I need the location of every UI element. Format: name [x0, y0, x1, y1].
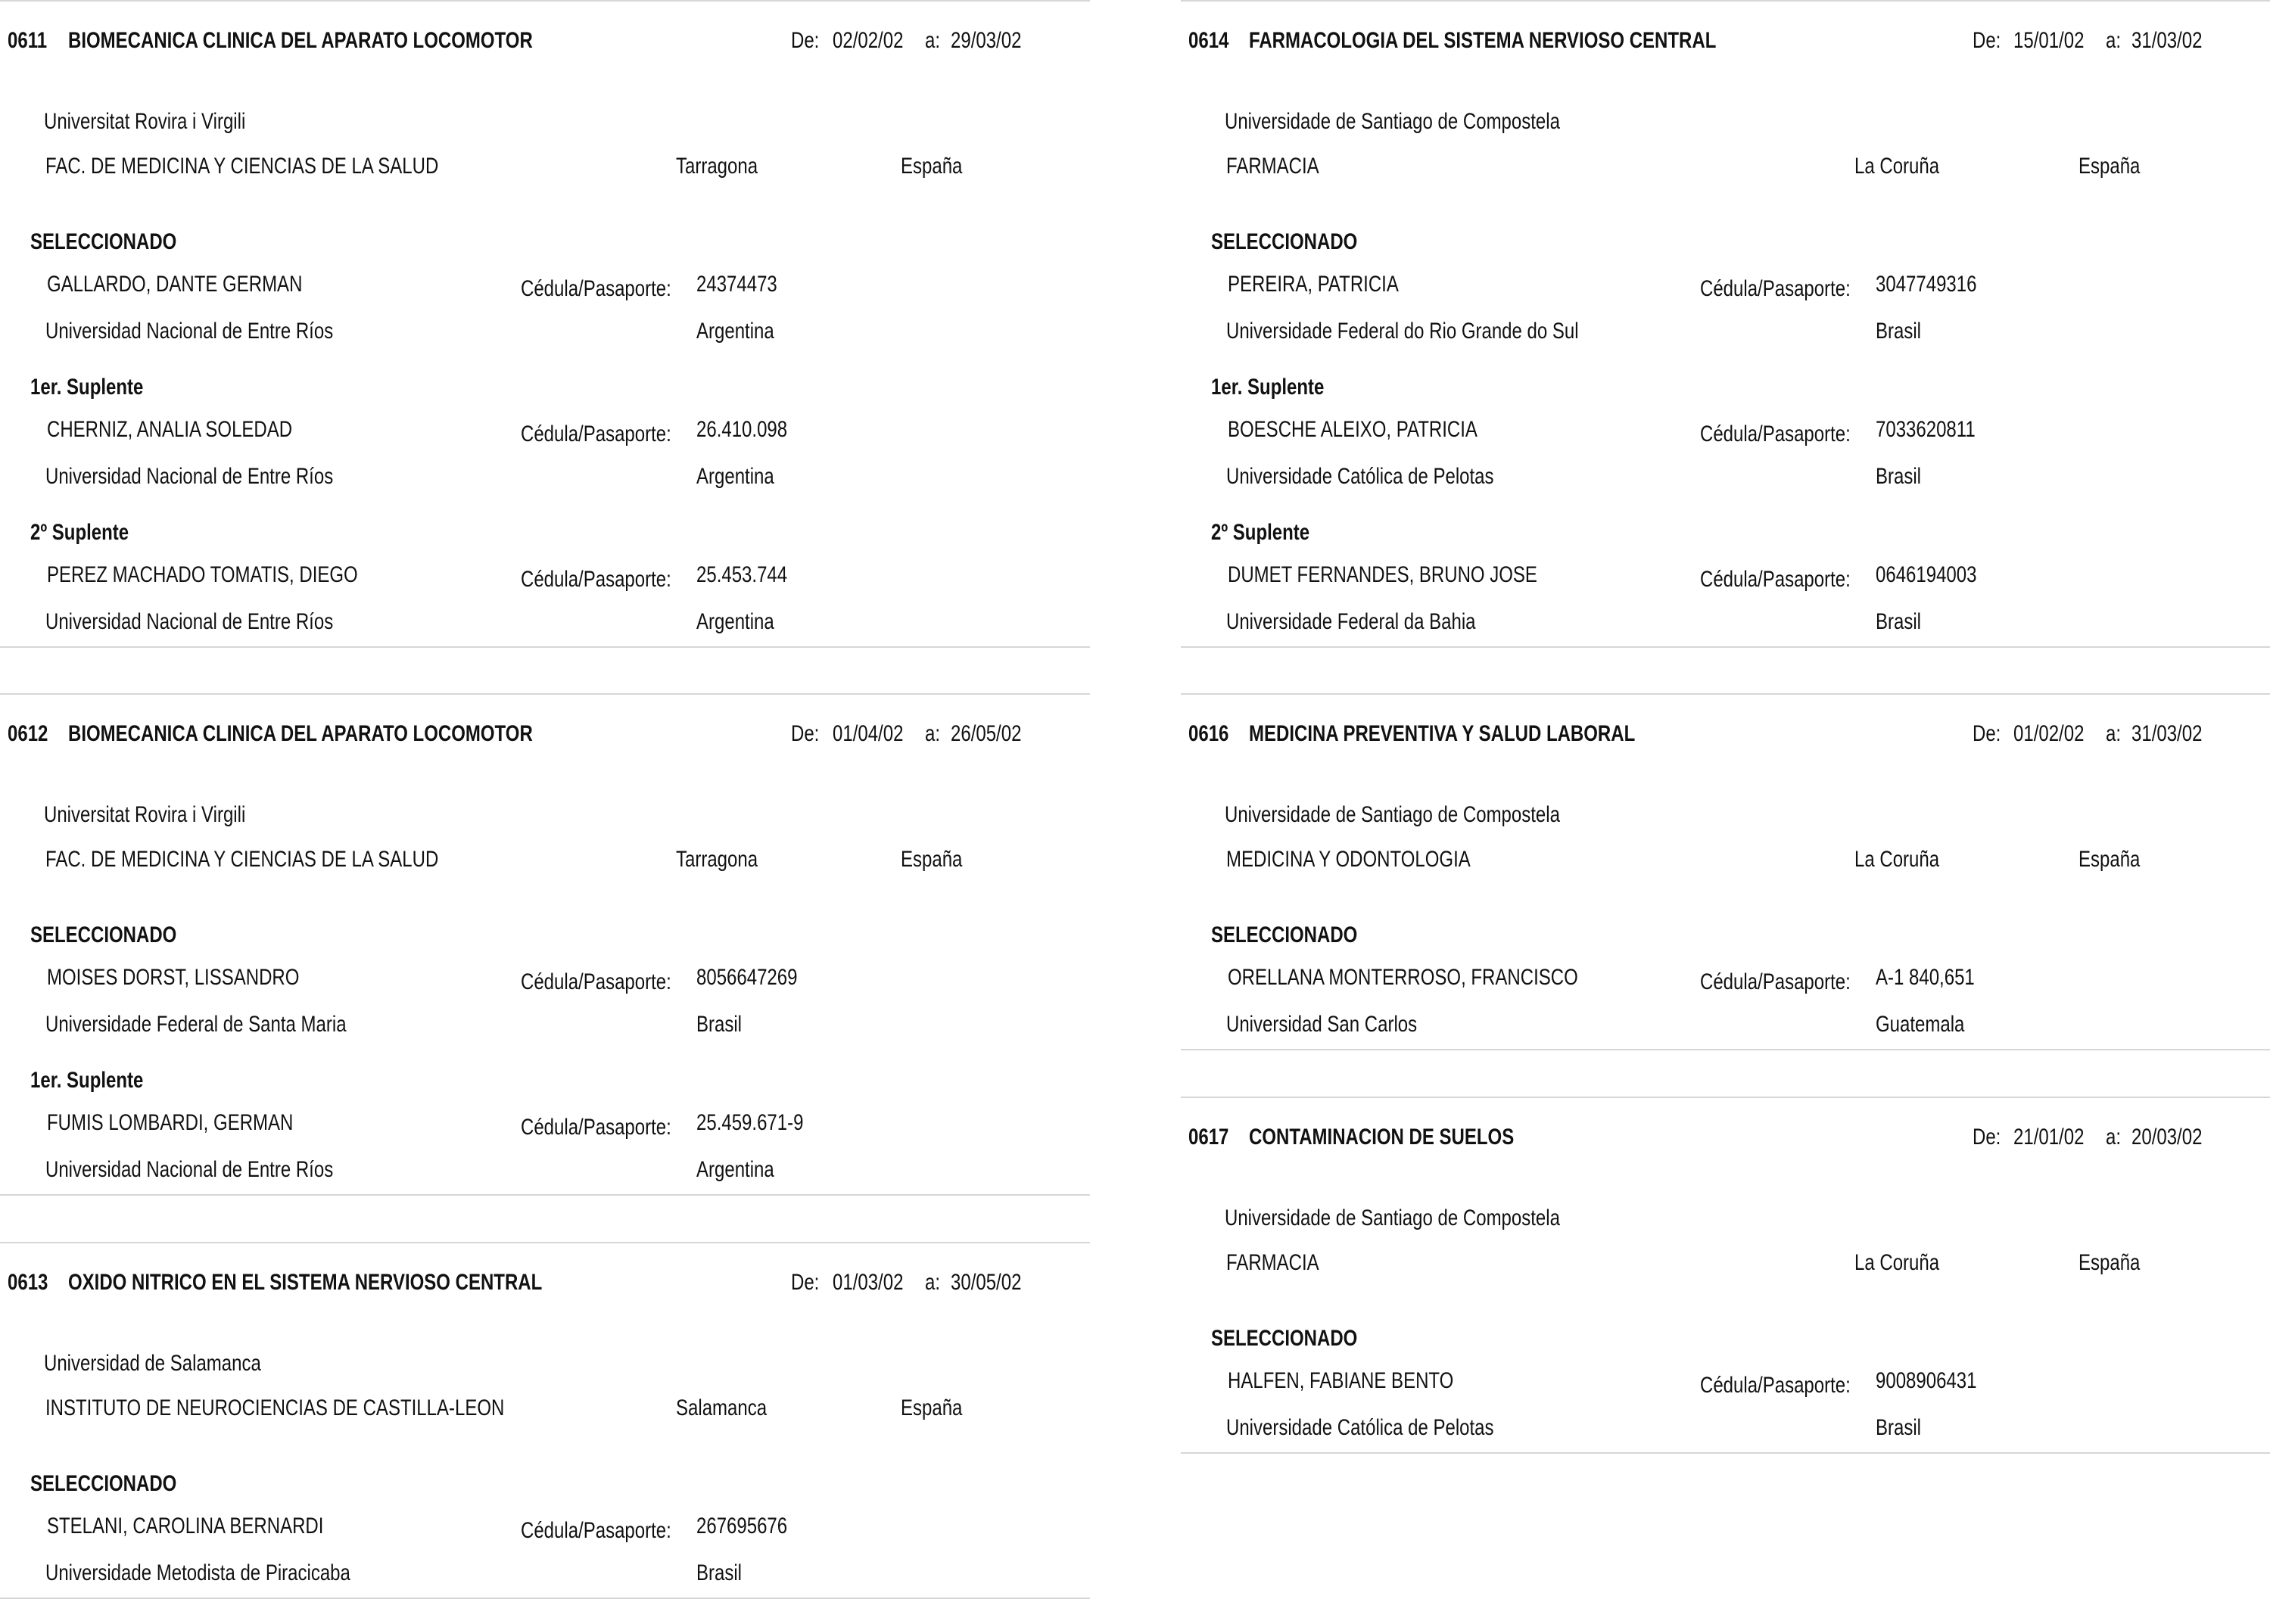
date-to-text: 26/05/02: [951, 721, 1022, 746]
separator-line: [1181, 693, 2270, 695]
candidate-name-text: PEREZ MACHADO TOMATIS, DIEGO: [47, 562, 358, 587]
candidate-institution-text: Universidad San Carlos: [1226, 1012, 1418, 1037]
candidate-role-text: 2º Suplente: [30, 520, 129, 545]
date-to-text: 31/03/02: [2131, 28, 2203, 53]
candidate-name: [1228, 562, 1615, 589]
host-country: [2078, 153, 2156, 180]
date-from-text: 01/04/02: [833, 721, 904, 746]
date-to: [951, 27, 1039, 54]
candidate-role: [30, 922, 213, 949]
document-number: [696, 416, 810, 443]
document-number: [1876, 964, 1999, 991]
document-label-text: Cédula/Pasaporte:: [521, 422, 671, 446]
candidate-name: [47, 271, 366, 298]
candidate-country-text: Argentina: [696, 1157, 774, 1182]
document-label: [521, 566, 709, 593]
date-from-label: [791, 1269, 827, 1296]
document-number-text: 26.410.098: [696, 417, 788, 442]
host-city-text: Tarragona: [676, 154, 758, 179]
separator-line: [0, 0, 1090, 2]
document-label-text: Cédula/Pasaporte:: [1700, 969, 1851, 994]
candidate-institution: [1226, 1414, 1561, 1442]
host-university: [44, 108, 296, 135]
candidate-institution-text: Universidad Nacional de Entre Ríos: [45, 1157, 334, 1182]
candidate-institution-text: Universidad Nacional de Entre Ríos: [45, 319, 334, 344]
candidate-name-text: CHERNIZ, ANALIA SOLEDAD: [47, 417, 293, 442]
candidate-institution-text: Universidade Católica de Pelotas: [1226, 1415, 1494, 1440]
course-code: [1188, 1124, 1239, 1151]
candidate-country-text: Brasil: [696, 1012, 743, 1037]
candidate-role-text: 1er. Suplente: [1211, 375, 1325, 400]
document-number-text: 8056647269: [696, 965, 798, 990]
course-code: [8, 1269, 58, 1296]
candidate-name: [47, 964, 363, 991]
host-country: [901, 153, 978, 180]
host-city-text: Salamanca: [676, 1395, 768, 1420]
candidate-role: [30, 374, 172, 401]
host-country: [901, 1395, 978, 1422]
host-country-text: España: [901, 154, 963, 179]
document-label: [521, 275, 709, 303]
candidate-country-text: Brasil: [696, 1560, 743, 1585]
document-label: [1700, 969, 1889, 996]
candidate-country: [696, 1011, 753, 1038]
candidate-role: [30, 229, 213, 256]
host-city: [1854, 846, 1960, 873]
date-from-text: 21/01/02: [2013, 1125, 2085, 1150]
date-from-label: [791, 720, 827, 748]
date-to: [951, 1269, 1039, 1296]
course-title: [68, 27, 649, 54]
candidate-institution: [45, 1156, 405, 1184]
document-number-text: 3047749316: [1876, 272, 1977, 297]
host-university-text: Universitat Rovira i Virgili: [44, 802, 246, 827]
host-university-text: Universidade de Santiago de Compostela: [1225, 1206, 1560, 1230]
separator-line: [0, 693, 1090, 695]
document-label: [1700, 275, 1889, 303]
host-country-text: España: [2078, 154, 2141, 179]
document-label-text: Cédula/Pasaporte:: [521, 567, 671, 592]
separator-line: [0, 1242, 1090, 1243]
candidate-name: [1228, 964, 1665, 991]
date-to: [2131, 720, 2220, 748]
date-to-text: 29/03/02: [951, 28, 1022, 53]
document-number-text: 9008906431: [1876, 1368, 1977, 1393]
document-label: [1700, 566, 1889, 593]
candidate-name-text: ORELLANA MONTERROSO, FRANCISCO: [1228, 965, 1578, 990]
host-faculty-text: MEDICINA Y ODONTOLOGIA: [1226, 847, 1471, 872]
course-title-text: CONTAMINACION DE SUELOS: [1249, 1125, 1515, 1150]
date-to-label: [925, 1269, 944, 1296]
course-title-text: BIOMECANICA CLINICA DEL APARATO LOCOMOTOR: [68, 721, 533, 746]
document-label: [521, 1114, 709, 1141]
host-city-text: Tarragona: [676, 847, 758, 872]
host-university: [44, 801, 296, 829]
candidate-name-text: HALFEN, FABIANE BENTO: [1228, 1368, 1454, 1393]
document-label-text: Cédula/Pasaporte:: [1700, 567, 1851, 592]
host-city: [676, 1395, 789, 1422]
course-code-text: 0616: [1188, 721, 1229, 746]
document-number: [696, 562, 810, 589]
host-city: [676, 153, 778, 180]
document-number-text: 0646194003: [1876, 562, 1977, 587]
candidate-institution: [45, 1560, 427, 1587]
candidate-institution-text: Universidad Nacional de Entre Ríos: [45, 464, 334, 489]
document-label-text: Cédula/Pasaporte:: [521, 1115, 671, 1140]
candidate-name: [1228, 416, 1540, 443]
date-from-label-text: De:: [1973, 1125, 2001, 1150]
host-faculty: [1226, 846, 1531, 873]
candidate-institution-text: Universidade Federal do Rio Grande do Sul: [1226, 319, 1579, 344]
date-from: [833, 27, 921, 54]
course-title: [68, 720, 649, 748]
date-to: [2131, 27, 2220, 54]
separator-line: [1181, 0, 2270, 2]
candidate-role: [1211, 1325, 1394, 1352]
host-country-text: España: [901, 847, 963, 872]
separator-line: [1181, 1097, 2270, 1098]
host-country: [901, 846, 978, 873]
candidate-role-text: SELECCIONADO: [30, 922, 177, 947]
separator-line: [0, 1194, 1090, 1196]
document-label-text: Cédula/Pasaporte:: [1700, 276, 1851, 301]
candidate-institution-text: Universidade Católica de Pelotas: [1226, 464, 1494, 489]
date-from-label-text: De:: [1973, 721, 2001, 746]
host-university-text: Universidad de Salamanca: [44, 1351, 261, 1376]
date-from-label-text: De:: [1973, 28, 2001, 53]
candidate-role: [1211, 519, 1334, 546]
candidate-role: [1211, 229, 1394, 256]
date-to: [2131, 1124, 2220, 1151]
candidate-country: [696, 1156, 793, 1184]
course-block-0611: [0, 0, 1090, 648]
document-number-text: 24374473: [696, 272, 777, 297]
candidate-role-text: 2º Suplente: [1211, 520, 1310, 545]
host-city-text: La Coruña: [1854, 1250, 1940, 1275]
date-to-label-text: a:: [2106, 1125, 2122, 1150]
host-faculty: [1226, 153, 1342, 180]
host-faculty-text: FARMACIA: [1226, 1250, 1319, 1275]
candidate-name-text: BOESCHE ALEIXO, PATRICIA: [1228, 417, 1478, 442]
candidate-institution: [45, 463, 405, 490]
host-country-text: España: [2078, 1250, 2141, 1275]
candidate-role: [1211, 922, 1394, 949]
host-city: [1854, 153, 1960, 180]
date-from: [833, 1269, 921, 1296]
candidate-name: [1228, 271, 1441, 298]
candidate-country-text: Brasil: [1876, 464, 1922, 489]
host-faculty-text: FAC. DE MEDICINA Y CIENCIAS DE LA SALUD: [45, 154, 439, 179]
date-to-label-text: a:: [925, 28, 941, 53]
document-number: [696, 964, 823, 991]
date-from-label: [791, 27, 827, 54]
document-number: [1876, 271, 2002, 298]
date-to-label: [2106, 1124, 2125, 1151]
date-to-label: [2106, 720, 2125, 748]
candidate-role-text: 1er. Suplente: [30, 1068, 144, 1093]
host-university: [1225, 801, 1644, 829]
course-title: [1249, 1124, 1580, 1151]
document-label-text: Cédula/Pasaporte:: [1700, 1373, 1851, 1398]
candidate-role: [30, 1470, 213, 1498]
document-number: [1876, 1367, 2002, 1395]
date-from-label-text: De:: [791, 721, 820, 746]
date-from-label-text: De:: [791, 28, 820, 53]
document-label-text: Cédula/Pasaporte:: [1700, 422, 1851, 446]
candidate-country: [1876, 1414, 1932, 1442]
document-number-text: 7033620811: [1876, 417, 1976, 442]
document-label-text: Cédula/Pasaporte:: [521, 1518, 671, 1543]
date-to-label-text: a:: [925, 1270, 941, 1295]
host-city: [676, 846, 778, 873]
course-title: [68, 1269, 661, 1296]
candidate-country-text: Brasil: [1876, 1415, 1922, 1440]
course-block-0617: [1181, 1097, 2270, 1454]
date-to-label: [2106, 27, 2125, 54]
date-to: [951, 720, 1039, 748]
candidate-role-text: SELECCIONADO: [30, 1471, 177, 1496]
date-from: [2013, 27, 2102, 54]
separator-line: [1181, 646, 2270, 648]
candidate-name-text: FUMIS LOMBARDI, GERMAN: [47, 1110, 294, 1135]
candidate-country: [696, 608, 793, 636]
candidate-institution: [1226, 608, 1538, 636]
host-country: [2078, 1249, 2156, 1277]
course-title: [1249, 720, 1732, 748]
candidate-institution-text: Universidade Federal de Santa Maria: [45, 1012, 347, 1037]
host-country-text: España: [2078, 847, 2141, 872]
candidate-country: [1876, 1011, 1987, 1038]
host-faculty: [45, 1395, 619, 1422]
date-from-label: [1973, 1124, 2008, 1151]
document-label: [521, 421, 709, 448]
host-university: [1225, 108, 1644, 135]
course-block-0614: [1181, 0, 2270, 648]
document-number-text: 25.453.744: [696, 562, 788, 587]
candidate-name-text: DUMET FERNANDES, BRUNO JOSE: [1228, 562, 1537, 587]
date-from-label: [1973, 720, 2008, 748]
separator-line: [1181, 1049, 2270, 1050]
host-faculty: [1226, 1249, 1342, 1277]
candidate-role-text: SELECCIONADO: [1211, 922, 1358, 947]
document-label-text: Cédula/Pasaporte:: [521, 969, 671, 994]
candidate-country-text: Brasil: [1876, 609, 1922, 634]
host-city: [1854, 1249, 1960, 1277]
host-faculty-text: INSTITUTO DE NEUROCIENCIAS DE CASTILLA-LEON: [45, 1395, 505, 1420]
host-faculty: [45, 153, 537, 180]
candidate-country-text: Brasil: [1876, 319, 1922, 344]
candidate-country: [696, 463, 793, 490]
candidate-role-text: SELECCIONADO: [1211, 1326, 1358, 1351]
date-from-label: [1973, 27, 2008, 54]
candidate-name: [1228, 1367, 1510, 1395]
separator-line: [1181, 1452, 2270, 1454]
candidate-name: [47, 416, 353, 443]
document-number: [696, 271, 797, 298]
course-code-text: 0611: [8, 28, 48, 53]
document-number: [696, 1513, 810, 1540]
date-to-label-text: a:: [925, 721, 941, 746]
host-faculty: [45, 846, 537, 873]
course-title-text: BIOMECANICA CLINICA DEL APARATO LOCOMOTOR: [68, 28, 533, 53]
host-country: [2078, 846, 2156, 873]
document-number-text: A-1 840,651: [1876, 965, 1975, 990]
course-code: [8, 720, 58, 748]
course-code: [1188, 720, 1239, 748]
candidate-institution-text: Universidade Metodista de Piracicaba: [45, 1560, 350, 1585]
candidate-name-text: PEREIRA, PATRICIA: [1228, 272, 1399, 297]
host-university-text: Universidade de Santiago de Compostela: [1225, 802, 1560, 827]
document-label-text: Cédula/Pasaporte:: [521, 276, 671, 301]
candidate-role-text: SELECCIONADO: [30, 229, 177, 254]
document-number-text: 25.459.671-9: [696, 1110, 804, 1135]
document-label: [521, 969, 709, 996]
candidate-institution: [45, 1011, 422, 1038]
host-city-text: La Coruña: [1854, 847, 1940, 872]
course-title-text: MEDICINA PREVENTIVA Y SALUD LABORAL: [1249, 721, 1636, 746]
host-university: [1225, 1205, 1644, 1232]
document-label: [521, 1517, 709, 1545]
date-from-text: 01/03/02: [833, 1270, 904, 1295]
separator-line: [0, 646, 1090, 648]
candidate-institution-text: Universidad Nacional de Entre Ríos: [45, 609, 334, 634]
date-from-text: 01/02/02: [2013, 721, 2085, 746]
candidate-institution-text: Universidade Federal da Bahia: [1226, 609, 1476, 634]
host-university-text: Universitat Rovira i Virgili: [44, 109, 246, 134]
host-university-text: Universidade de Santiago de Compostela: [1225, 109, 1560, 134]
candidate-role: [30, 1067, 172, 1094]
course-code-text: 0612: [8, 721, 48, 746]
date-from: [2013, 1124, 2102, 1151]
date-from: [2013, 720, 2102, 748]
candidate-role: [1211, 374, 1353, 401]
course-code-text: 0614: [1188, 28, 1229, 53]
candidate-country-text: Argentina: [696, 609, 774, 634]
course-block-0612: [0, 693, 1090, 1196]
candidate-country: [1876, 318, 1932, 345]
document-number: [696, 1109, 830, 1137]
date-to-label-text: a:: [2106, 721, 2122, 746]
course-title-text: OXIDO NITRICO EN EL SISTEMA NERVIOSO CENTRAL: [68, 1270, 543, 1295]
candidate-role: [30, 519, 154, 546]
course-code-text: 0613: [8, 1270, 48, 1295]
host-faculty-text: FAC. DE MEDICINA Y CIENCIAS DE LA SALUD: [45, 847, 439, 872]
host-city-text: La Coruña: [1854, 154, 1940, 179]
host-university: [44, 1350, 316, 1377]
candidate-institution: [45, 608, 405, 636]
candidate-name: [47, 1513, 393, 1540]
date-from-text: 02/02/02: [833, 28, 904, 53]
candidate-name-text: MOISES DORST, LISSANDRO: [47, 965, 300, 990]
candidate-name: [47, 1109, 355, 1137]
date-to-text: 20/03/02: [2131, 1125, 2203, 1150]
host-country-text: España: [901, 1395, 963, 1420]
course-title-text: FARMACOLOGIA DEL SISTEMA NERVIOSO CENTRAL: [1249, 28, 1717, 53]
candidate-role-text: 1er. Suplente: [30, 375, 144, 400]
candidate-country: [1876, 463, 1932, 490]
candidate-institution: [1226, 318, 1667, 345]
date-to-label-text: a:: [2106, 28, 2122, 53]
date-from-label-text: De:: [791, 1270, 820, 1295]
document-number: [1876, 562, 2002, 589]
date-to-label: [925, 720, 944, 748]
course-block-0616: [1181, 693, 2270, 1050]
candidate-name-text: STELANI, CAROLINA BERNARDI: [47, 1514, 324, 1538]
candidate-institution: [1226, 463, 1561, 490]
candidate-institution: [1226, 1011, 1465, 1038]
date-from: [833, 720, 921, 748]
candidate-country: [696, 318, 793, 345]
course-code: [8, 27, 57, 54]
candidate-name-text: GALLARDO, DANTE GERMAN: [47, 272, 303, 297]
date-to-label: [925, 27, 944, 54]
candidate-name: [47, 562, 435, 589]
course-code-text: 0617: [1188, 1125, 1229, 1150]
course-block-0613: [0, 1242, 1090, 1599]
candidate-institution: [45, 318, 405, 345]
document-number-text: 267695676: [696, 1514, 788, 1538]
candidate-country: [1876, 608, 1932, 636]
separator-line: [0, 1598, 1090, 1599]
candidate-country: [696, 1560, 753, 1587]
date-from-text: 15/01/02: [2013, 28, 2085, 53]
host-faculty-text: FARMACIA: [1226, 154, 1319, 179]
candidate-country-text: Argentina: [696, 319, 774, 344]
course-title: [1249, 27, 1833, 54]
candidate-country-text: Argentina: [696, 464, 774, 489]
document-label: [1700, 1372, 1889, 1399]
document-number: [1876, 416, 2001, 443]
candidate-role-text: SELECCIONADO: [1211, 229, 1358, 254]
date-to-text: 31/03/02: [2131, 721, 2203, 746]
course-code: [1188, 27, 1239, 54]
candidate-country-text: Guatemala: [1876, 1012, 1965, 1037]
date-to-text: 30/05/02: [951, 1270, 1022, 1295]
document-label: [1700, 421, 1889, 448]
